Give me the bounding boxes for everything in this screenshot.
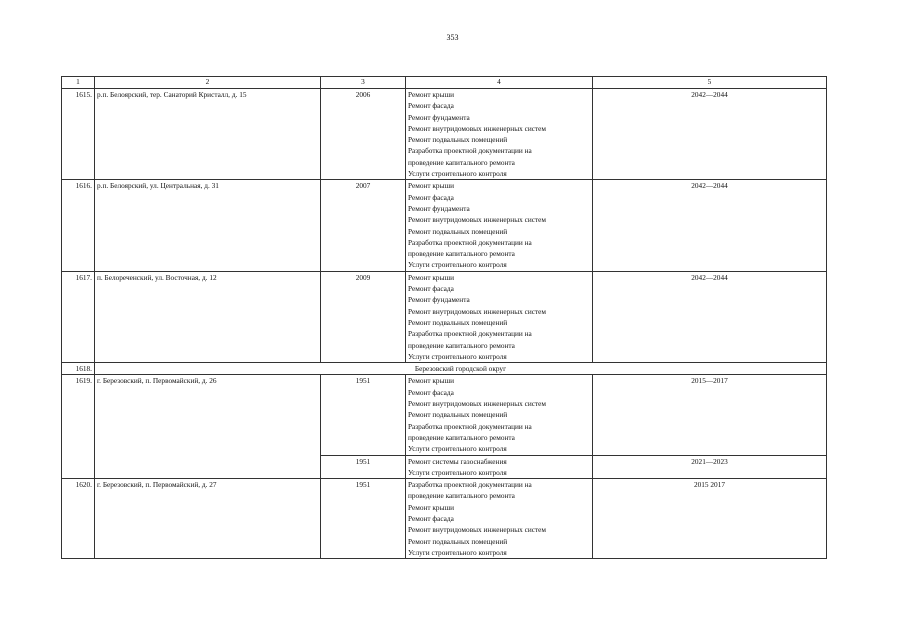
work-item: Ремонт подвальных помещений bbox=[408, 317, 508, 327]
work-item: Ремонт крыши bbox=[408, 272, 455, 282]
row-year: 2006 bbox=[321, 89, 406, 180]
table-row bbox=[62, 89, 827, 180]
work-item: Ремонт крыши bbox=[408, 181, 455, 191]
row-address: г. Березовский, п. Первомайский, д. 26 bbox=[95, 375, 321, 479]
row-works bbox=[406, 271, 593, 362]
work-item: проведение капитального ремонта bbox=[408, 432, 515, 442]
work-item: Ремонт фундамента bbox=[408, 112, 470, 122]
row-period: 2021—2023 bbox=[593, 455, 827, 479]
row-number: 1615. bbox=[62, 89, 95, 180]
work-item: Ремонт подвальных помещений bbox=[408, 226, 508, 236]
table-row bbox=[62, 479, 827, 559]
work-item: Разработка проектной документации на bbox=[408, 146, 532, 156]
row-works bbox=[406, 89, 593, 180]
row-works bbox=[406, 479, 593, 559]
row-period: 2042—2044 bbox=[593, 180, 827, 271]
row-period: 2015 2017 bbox=[593, 479, 827, 559]
row-works bbox=[406, 455, 593, 479]
work-item: Ремонт крыши bbox=[408, 90, 455, 99]
work-item: Ремонт внутридомовых инженерных систем bbox=[408, 399, 547, 409]
header-col-3: 3 bbox=[321, 77, 406, 89]
work-item: Ремонт фасада bbox=[408, 387, 454, 397]
row-number: 1616. bbox=[62, 180, 95, 271]
work-item: Ремонт фундамента bbox=[408, 203, 470, 213]
work-item: проведение капитального ремонта bbox=[408, 157, 515, 167]
work-item: Ремонт внутридомовых инженерных систем bbox=[408, 525, 547, 535]
work-item: Услуги строительного контроля bbox=[408, 467, 507, 477]
row-period: 2042—2044 bbox=[593, 89, 827, 180]
row-period: 2042—2044 bbox=[593, 271, 827, 362]
work-item: Разработка проектной документации на bbox=[408, 329, 532, 339]
work-item: Ремонт подвальных помещений bbox=[408, 410, 508, 420]
work-item: проведение капитального ремонта bbox=[408, 491, 515, 501]
work-item: Ремонт фундамента bbox=[408, 295, 470, 305]
row-number: 1618. bbox=[62, 363, 95, 375]
page-number: 353 bbox=[446, 33, 459, 42]
header-col-2: 2 bbox=[95, 77, 321, 89]
work-item: Разработка проектной документации на bbox=[408, 421, 532, 431]
row-year: 2007 bbox=[321, 180, 406, 271]
work-item: проведение капитального ремонта bbox=[408, 340, 515, 350]
district-name: Березовский городской округ bbox=[95, 363, 827, 375]
work-item: Ремонт системы газоснабжения bbox=[408, 456, 507, 466]
work-item: Ремонт внутридомовых инженерных систем bbox=[408, 306, 547, 316]
work-item: Услуги строительного контроля bbox=[408, 169, 507, 179]
work-item: Ремонт подвальных помещений bbox=[408, 135, 508, 145]
work-item: Ремонт фасада bbox=[408, 513, 454, 523]
row-year: 1951 bbox=[321, 455, 406, 479]
work-item: Разработка проектной документации на bbox=[408, 480, 532, 490]
row-address: г. Березовский, п. Первомайский, д. 27 bbox=[95, 479, 321, 559]
row-number: 1619. bbox=[62, 375, 95, 479]
capital-repair-table bbox=[61, 76, 827, 559]
work-item: Услуги строительного контроля bbox=[408, 444, 507, 454]
row-address: р.п. Белоярский, тер. Санаторий Кристалл, д. 15 bbox=[95, 89, 321, 180]
row-works bbox=[406, 180, 593, 271]
work-item: Ремонт внутридомовых инженерных систем bbox=[408, 215, 547, 225]
work-item: Услуги строительного контроля bbox=[408, 351, 507, 361]
work-item: Ремонт фасада bbox=[408, 192, 454, 202]
work-item: Ремонт подвальных помещений bbox=[408, 536, 508, 546]
work-item: проведение капитального ремонта bbox=[408, 249, 515, 259]
row-address: р.п. Белоярский, ул. Центральная, д. 31 bbox=[95, 180, 321, 271]
table-row bbox=[62, 180, 827, 271]
header-col-5: 5 bbox=[593, 77, 827, 89]
row-address: п. Белореченский, ул. Восточная, д. 12 bbox=[95, 271, 321, 362]
row-number: 1617. bbox=[62, 271, 95, 362]
work-item: Услуги строительного контроля bbox=[408, 260, 507, 270]
row-year: 1951 bbox=[321, 479, 406, 559]
table-row bbox=[62, 271, 827, 362]
header-col-4: 4 bbox=[406, 77, 593, 89]
work-item: Разработка проектной документации на bbox=[408, 237, 532, 247]
header-col-1: 1 bbox=[62, 77, 95, 89]
work-item: Ремонт крыши bbox=[408, 502, 455, 512]
row-year: 1951 bbox=[321, 375, 406, 455]
work-item: Ремонт фасада bbox=[408, 284, 454, 294]
work-item: Ремонт внутридомовых инженерных систем bbox=[408, 123, 547, 133]
work-item: Услуги строительного контроля bbox=[408, 547, 507, 557]
row-number: 1620. bbox=[62, 479, 95, 559]
work-item: Ремонт фасада bbox=[408, 101, 454, 111]
district-row bbox=[62, 363, 827, 375]
row-year: 2009 bbox=[321, 271, 406, 362]
work-item: Ремонт крыши bbox=[408, 376, 455, 386]
table-row bbox=[62, 375, 827, 455]
row-works bbox=[406, 375, 593, 455]
table-header-row bbox=[62, 77, 827, 89]
row-period: 2015—2017 bbox=[593, 375, 827, 455]
